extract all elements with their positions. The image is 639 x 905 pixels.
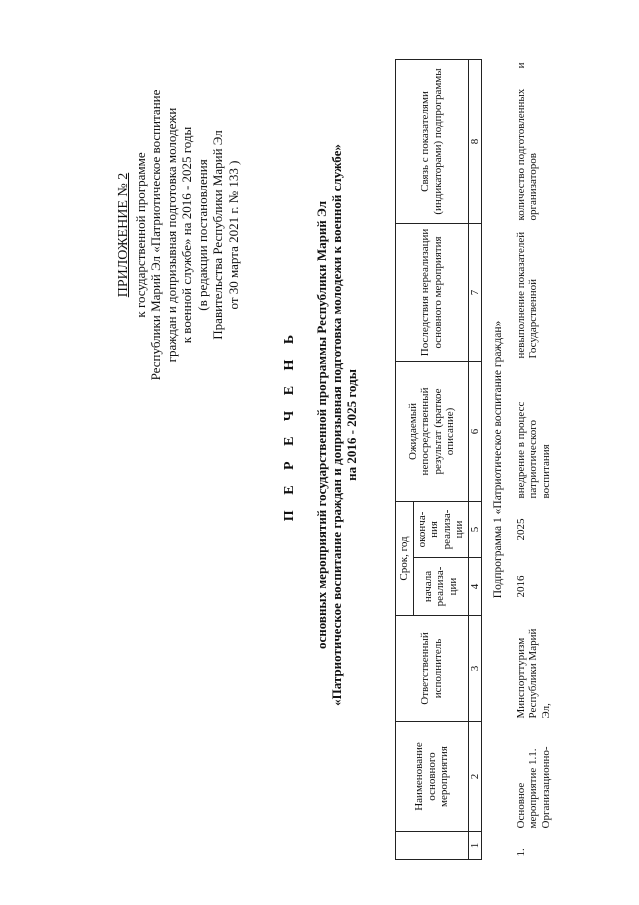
measures-table-wrap bbox=[395, 60, 554, 860]
header-consequences: Последствия нереализации основного мероприятия bbox=[396, 223, 469, 361]
header-expected-result: Ожидаемый непосредственный результат (краткое описание) bbox=[396, 361, 469, 501]
appendix-block bbox=[116, 70, 241, 400]
column-number: 6 bbox=[468, 361, 482, 501]
table-row bbox=[511, 59, 555, 859]
indicator-extra: и bbox=[514, 62, 527, 69]
appendix-title: ПРИЛОЖЕНИЕ № 2 bbox=[116, 172, 131, 298]
heading-line: на 2016 - 2025 годы bbox=[344, 369, 359, 481]
subprogram-title: Подпрограмма 1 «Патриотическое воспитание граждан» bbox=[492, 320, 504, 599]
column-number: 2 bbox=[468, 722, 482, 832]
appendix-line: граждан и допризывная подготовка молодежи bbox=[163, 107, 179, 363]
column-number: 3 bbox=[468, 616, 482, 722]
header-term: Срок, год bbox=[396, 501, 414, 615]
appendix-line: к военной службе» на 2016 - 2025 годы bbox=[179, 126, 194, 344]
column-number: 8 bbox=[468, 59, 482, 223]
start-year: 2016 bbox=[514, 575, 527, 598]
heading-line: «Патриотическое воспитание граждан и допризывная подготовка молодежи к военной службе» bbox=[329, 144, 344, 706]
appendix-line: Правительства Республики Марий Эл bbox=[210, 130, 225, 340]
document-heading bbox=[282, 95, 359, 755]
header-executor: Ответственный исполнитель bbox=[396, 616, 469, 722]
header-start: начала реализа-ции bbox=[413, 558, 468, 616]
appendix-line: от 30 марта 2021 г. № 133 ) bbox=[225, 160, 241, 310]
heading-word: П Е Р Е Ч Е Н Ь bbox=[282, 328, 297, 522]
measure-name: Основное мероприятие 1.1. Организационно- bbox=[514, 746, 552, 829]
column-number: 5 bbox=[468, 501, 482, 557]
consequence: невыполнение показателей Государственной bbox=[514, 231, 539, 359]
appendix-line: Республики Марий Эл «Патриотическое воспитание bbox=[148, 89, 163, 381]
measures-table bbox=[395, 59, 554, 860]
column-number: 7 bbox=[468, 223, 482, 361]
heading-line: основных мероприятий государственной программы Республики Марий Эл bbox=[314, 201, 329, 650]
header-measure-name: Наименование основного мероприятия bbox=[396, 722, 469, 832]
appendix-line: к государственной программе bbox=[132, 152, 148, 318]
header-empty bbox=[396, 832, 469, 860]
indicator-text: количество подготовленных организаторов bbox=[514, 88, 539, 221]
executor: Минспорттуризм Республики Марий Эл, bbox=[514, 628, 552, 719]
column-number: 1 bbox=[468, 832, 482, 860]
column-number: 4 bbox=[468, 558, 482, 616]
header-end: оконча-ния реализа-ции bbox=[413, 501, 468, 557]
row-number: 1. bbox=[514, 848, 527, 857]
header-indicator-link: Связь с показателями (индикаторами) подпрограммы bbox=[396, 59, 469, 223]
expected-result: внедрение в процесс патриотического воспитания bbox=[514, 401, 552, 499]
indicator-cell bbox=[511, 59, 555, 223]
appendix-line: (в редакции постановления bbox=[194, 159, 210, 311]
end-year: 2025 bbox=[514, 518, 527, 541]
